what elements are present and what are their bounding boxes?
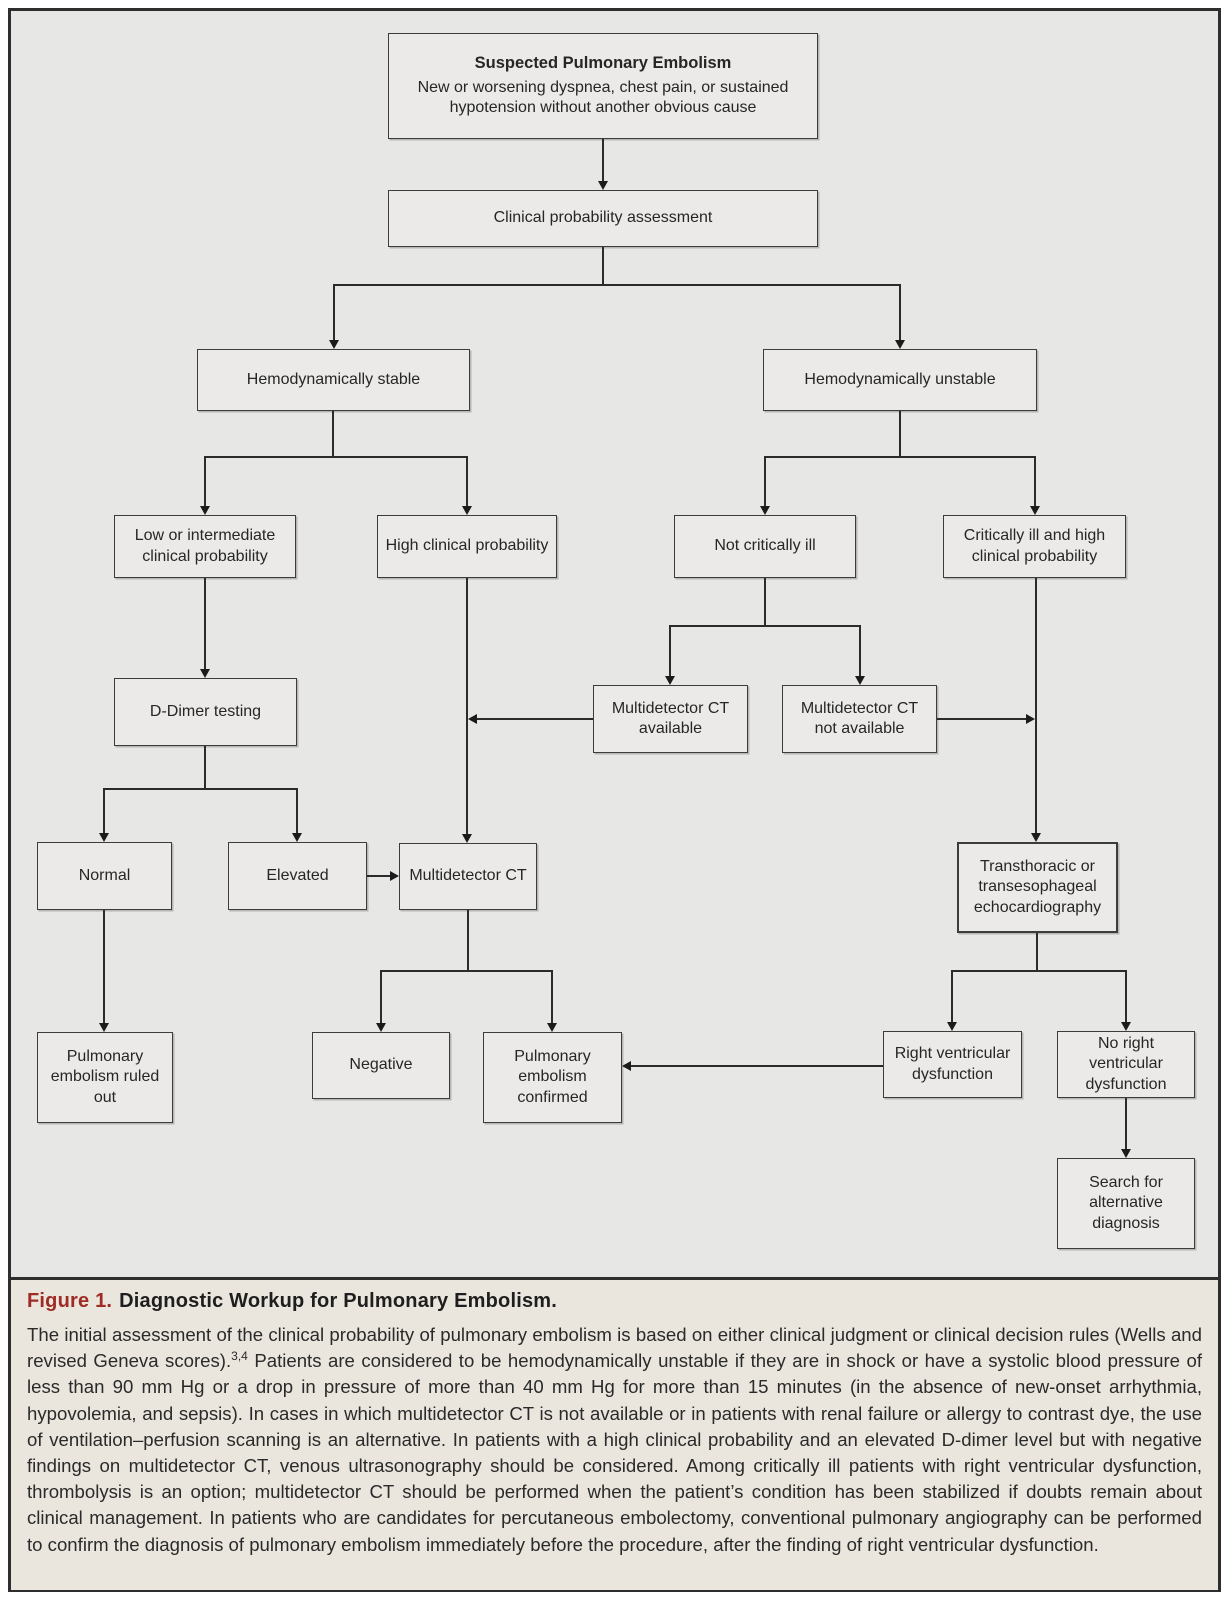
- figure-caption-text: [27, 1322, 1202, 1558]
- arrow-down-icon: [99, 1023, 109, 1032]
- node-suspected-pe-body: New or worsening dyspnea, chest pain, or sustained hypotension without another obvious cause: [417, 78, 789, 117]
- node-echocardiography: Transthoracic or transesophageal echocardiography: [957, 842, 1118, 933]
- connector-line: [602, 139, 604, 182]
- arrow-down-icon: [598, 181, 608, 190]
- node-pe-confirmed: Pulmonary embolism confirmed: [483, 1032, 622, 1123]
- connector-line: [859, 625, 861, 677]
- connector-line: [204, 456, 468, 458]
- arrow-down-icon: [376, 1023, 386, 1032]
- node-low-intermediate-probability: Low or intermediate clinical probability: [114, 515, 296, 578]
- node-hemodynamically-unstable: Hemodynamically unstable: [763, 349, 1037, 411]
- arrow-left-icon: [468, 714, 477, 724]
- connector-line: [631, 1065, 883, 1067]
- arrow-down-icon: [665, 676, 675, 685]
- connector-line: [764, 578, 766, 627]
- node-high-clinical-probability: High clinical probability: [377, 515, 557, 578]
- arrow-down-icon: [547, 1023, 557, 1032]
- node-pe-ruled-out: Pulmonary embolism ruled out: [37, 1032, 173, 1123]
- connector-line: [1125, 970, 1127, 1023]
- connector-line: [669, 625, 861, 627]
- figure-caption: [11, 1277, 1218, 1590]
- connector-line: [103, 788, 298, 790]
- arrow-down-icon: [200, 506, 210, 515]
- node-negative: Negative: [312, 1032, 450, 1099]
- connector-line: [602, 247, 604, 285]
- arrow-down-icon: [200, 669, 210, 678]
- connector-line: [296, 788, 298, 834]
- node-hemodynamically-stable: Hemodynamically stable: [197, 349, 470, 411]
- connector-line: [367, 875, 391, 877]
- arrow-down-icon: [329, 340, 339, 349]
- connector-line: [899, 411, 901, 458]
- node-suspected-pe: [388, 33, 818, 139]
- connector-line: [466, 456, 468, 507]
- figure-caption-heading: [27, 1290, 1202, 1313]
- connector-line: [333, 284, 335, 341]
- node-suspected-pe-title: Suspected Pulmonary Embolism: [474, 54, 732, 73]
- arrow-down-icon: [947, 1022, 957, 1031]
- node-mdct-not-available: Multidetector CT not available: [782, 685, 937, 753]
- connector-line: [951, 970, 953, 1023]
- node-suspected-pe-content: [395, 53, 811, 118]
- arrow-down-icon: [895, 340, 905, 349]
- node-no-rv-dysfunction: No right ventricular dysfunction: [1057, 1031, 1195, 1098]
- arrow-left-icon: [622, 1061, 631, 1071]
- connector-line: [103, 910, 105, 1024]
- node-not-critically-ill: Not critically ill: [674, 515, 856, 578]
- connector-line: [204, 746, 206, 790]
- connector-line: [467, 910, 469, 972]
- figure-number-label: Figure 1.: [27, 1290, 113, 1312]
- connector-line: [1034, 456, 1036, 507]
- connector-line: [477, 718, 593, 720]
- connector-line: [937, 718, 1027, 720]
- node-critically-ill-high-probability: Critically ill and high clinical probability: [943, 515, 1126, 578]
- arrow-down-icon: [462, 506, 472, 515]
- node-rv-dysfunction: Right ventricular dysfunction: [883, 1031, 1022, 1098]
- node-elevated: Elevated: [228, 842, 367, 910]
- node-normal: Normal: [37, 842, 172, 910]
- connector-line: [1035, 578, 1037, 834]
- node-d-dimer-testing: D-Dimer testing: [114, 678, 297, 746]
- connector-line: [332, 411, 334, 458]
- arrow-down-icon: [1031, 833, 1041, 842]
- caption-segment: The initial assessment of the clinical probability of pulmonary embolism is based on either clinical judgment or clinical decision rules (Wells and revised Geneva scores).: [27, 1324, 1202, 1372]
- arrow-down-icon: [1121, 1149, 1131, 1158]
- connector-line: [1125, 1098, 1127, 1150]
- arrow-down-icon: [292, 833, 302, 842]
- connector-line: [204, 456, 206, 507]
- connector-line: [103, 788, 105, 834]
- connector-line: [899, 284, 901, 341]
- arrow-down-icon: [1030, 506, 1040, 515]
- arrow-down-icon: [462, 834, 472, 843]
- arrow-down-icon: [99, 833, 109, 842]
- arrow-down-icon: [855, 676, 865, 685]
- connector-line: [951, 970, 1127, 972]
- connector-line: [333, 284, 901, 286]
- connector-line: [380, 970, 553, 972]
- node-search-alternative-diagnosis: Search for alternative diagnosis: [1057, 1158, 1195, 1249]
- arrow-right-icon: [1026, 714, 1035, 724]
- caption-segment: Patients are considered to be hemodynamically unstable if they are in shock or have a systolic blood pressure of less than 90 mm Hg or a drop in pressure of more than 40 mm Hg for more than 15 minutes (in the absence of new-onset arrhythmia, hypovolemia, and sepsis). In cases in which multidetector CT is not available or in patients with renal failure or allergy to contrast dye, the use of ventilation–perfusion scanning is an alternative. In patients with a high clinical probability and an elevated D-dimer level but with negative findings on multidetector CT, venous ultrasonography should be considered. Among critically ill patients with right ventricular dysfunction, thrombolysis is an option; multidetector CT should be performed when the patient’s condition has been stabilized if doubts remain about clinical management. In patients who are candidates for percutaneous embolectomy, conventional pulmonary angiography can be performed to confirm the diagnosis of pulmonary embolism immediately before the procedure, after the finding of right ventricular dysfunction.: [27, 1350, 1202, 1555]
- node-mdct-available: Multidetector CT available: [593, 685, 748, 753]
- connector-line: [380, 970, 382, 1024]
- arrow-right-icon: [390, 871, 399, 881]
- node-multidetector-ct: Multidetector CT: [399, 843, 537, 910]
- reference-superscript: 3,4: [231, 1349, 248, 1364]
- connector-line: [669, 625, 671, 677]
- node-clinical-probability-assessment: Clinical probability assessment: [388, 190, 818, 247]
- connector-line: [764, 456, 1036, 458]
- arrow-down-icon: [760, 506, 770, 515]
- connector-line: [1036, 933, 1038, 972]
- figure-title: Diagnostic Workup for Pulmonary Embolism.: [119, 1290, 558, 1312]
- connector-line: [764, 456, 766, 507]
- arrow-down-icon: [1121, 1022, 1131, 1031]
- connector-line: [551, 970, 553, 1024]
- connector-line: [204, 578, 206, 670]
- connector-line: [466, 578, 468, 835]
